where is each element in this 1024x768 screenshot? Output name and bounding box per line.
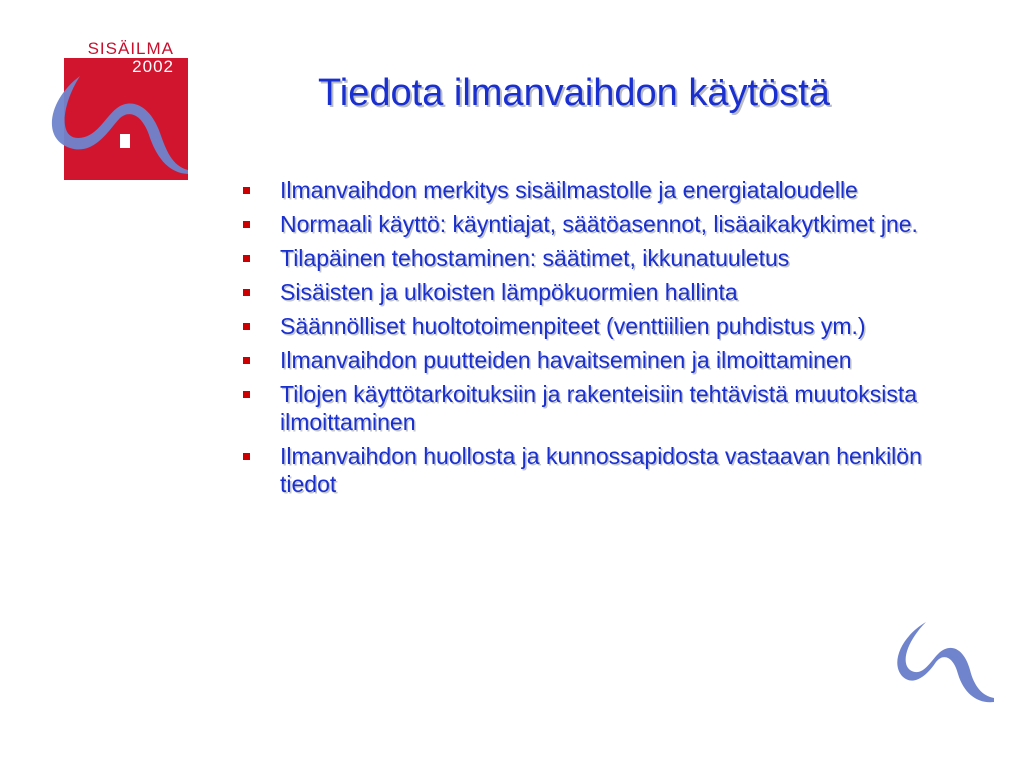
logo-year: 2002 (132, 57, 174, 76)
bullet-text: Säännölliset huoltotoimenpiteet (venttiilien puhdistus ym.) (280, 313, 866, 339)
bullet-marker (243, 453, 250, 460)
bullet-item (240, 346, 930, 374)
blue-swirl-icon (888, 618, 998, 710)
logo-text (62, 40, 174, 76)
bullet-text: Ilmanvaihdon puutteiden havaitseminen ja ilmoittaminen (280, 347, 852, 373)
bullet-text: Tilojen käyttötarkoituksiin ja rakenteisiin tehtävistä muutoksista ilmoittaminen (280, 381, 918, 435)
bullet-item (240, 442, 930, 498)
bullet-marker (243, 323, 250, 330)
bullet-text: Normaali käyttö: käyntiajat, säätöasennot, lisäaikakytkimet jne. (280, 211, 918, 237)
bullet-item (240, 278, 930, 306)
bullet-item (240, 210, 930, 238)
bullet-item (240, 244, 930, 272)
bullet-item (240, 312, 930, 340)
slide-title: Tiedota ilmanvaihdon käytöstä (318, 72, 830, 114)
logo-name: SISÄILMA (87, 39, 174, 58)
bullet-marker (243, 187, 250, 194)
bullet-marker (243, 221, 250, 228)
bullet-list (240, 176, 930, 504)
bullet-text: Tilapäinen tehostaminen: säätimet, ikkunatuuletus (280, 245, 790, 271)
bullet-marker (243, 391, 250, 398)
bullet-text: Ilmanvaihdon merkitys sisäilmastolle ja energiataloudelle (280, 177, 858, 203)
bullet-marker (243, 357, 250, 364)
bullet-marker (243, 255, 250, 262)
bullet-text: Ilmanvaihdon huollosta ja kunnossapidosta vastaavan henkilön tiedot (280, 443, 922, 497)
bullet-item (240, 176, 930, 204)
bullet-item (240, 380, 930, 436)
bullet-marker (243, 289, 250, 296)
bullet-text: Sisäisten ja ulkoisten lämpökuormien hallinta (280, 279, 738, 305)
